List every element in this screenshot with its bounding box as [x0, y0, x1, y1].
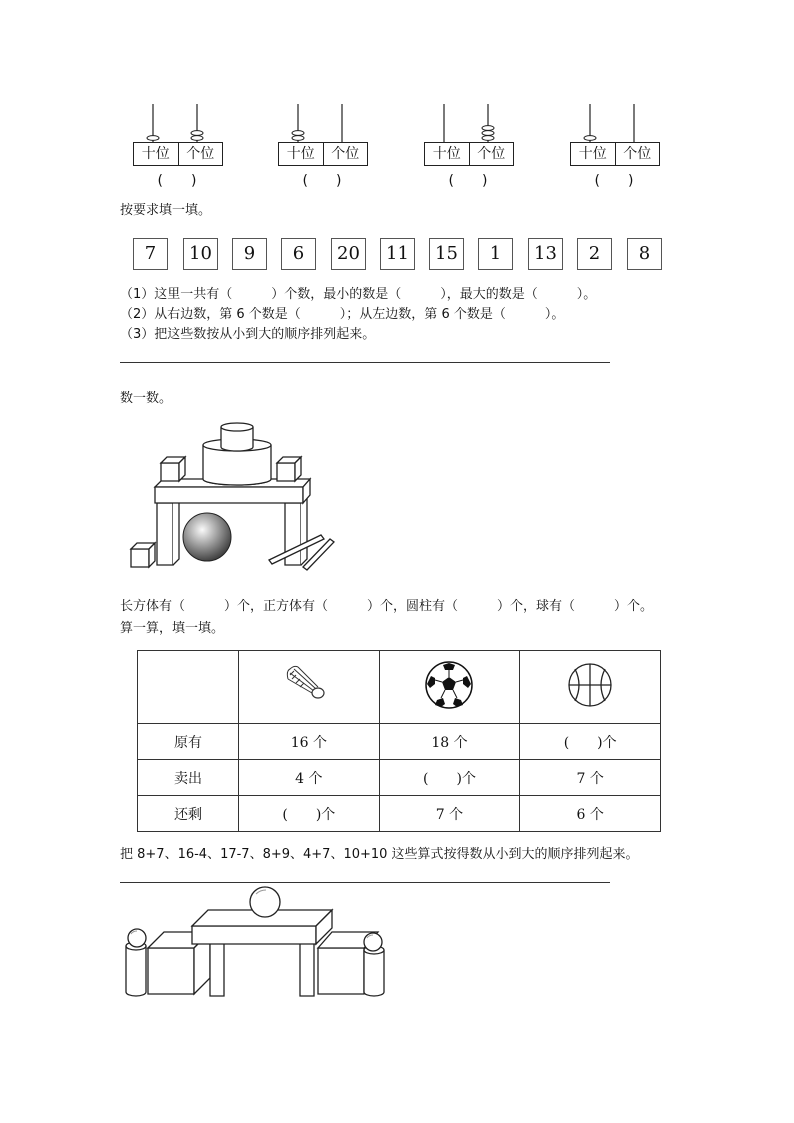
right-cylinder — [364, 950, 384, 996]
table-leg-left — [157, 503, 173, 565]
shuttlecock-icon — [284, 665, 334, 705]
table-row — [138, 796, 661, 832]
abacus-rods-icon — [278, 100, 370, 144]
ones-label: 个位 — [323, 143, 368, 165]
abacus-answer-blank[interactable]: ( ) — [157, 173, 197, 189]
abacus-4 — [570, 100, 662, 190]
table-cell-blank[interactable]: ( )个 — [239, 796, 380, 832]
cube-floor — [131, 549, 149, 567]
answer-line-1[interactable] — [120, 362, 610, 363]
number-card: 8 — [627, 238, 662, 270]
blocks-arch-illustration — [120, 884, 390, 1004]
header-basketball — [520, 651, 661, 724]
ones-label: 个位 — [178, 143, 223, 165]
question-3: （3）把这些数按从小到大的顺序排列起来。 — [120, 327, 376, 342]
row-label: 卖出 — [138, 760, 239, 796]
count-answer-line: 长方体有（ ）个，正方体有（ ）个，圆柱有（ ）个，球有（ ）个。 — [120, 599, 654, 614]
abacus-rods-icon — [424, 100, 516, 144]
number-card: 9 — [232, 238, 267, 270]
number-card: 1 — [478, 238, 513, 270]
number-card: 10 — [183, 238, 218, 270]
soccer-ball-icon — [423, 660, 475, 710]
left-ball — [128, 929, 146, 947]
answer-line-2[interactable] — [120, 882, 610, 883]
section-title-order: 把 8+7、16-4、17-7、8+9、4+7、10+10 这些算式按得数从小到大的顺序排列起来。 — [120, 847, 639, 862]
top-beam — [192, 926, 316, 944]
table-cell-blank[interactable]: ( )个 — [379, 760, 520, 796]
cube-right — [277, 463, 295, 481]
abacus-answer-blank[interactable]: ( ) — [594, 173, 634, 189]
abacus-answer-blank[interactable]: ( ) — [448, 173, 488, 189]
abacus-rods-icon — [570, 100, 662, 144]
abacus-place-box — [570, 142, 660, 166]
tens-label: 十位 — [432, 146, 461, 162]
table-row — [138, 724, 661, 760]
question-2: （2）从右边数，第 6 个数是（ ）；从左边数，第 6 个数是（ ）。 — [120, 307, 565, 322]
table-cell: 6 个 — [520, 796, 661, 832]
ones-label: 个位 — [469, 143, 514, 165]
number-card: 7 — [133, 238, 168, 270]
basketball-icon — [565, 661, 615, 709]
section-title-count: 数一数。 — [120, 391, 173, 406]
pillar-left — [210, 942, 224, 996]
abacus-2 — [278, 100, 370, 190]
abacus-3 — [424, 100, 516, 190]
top-ball — [250, 887, 280, 917]
table-cell-blank[interactable]: ( )个 — [520, 724, 661, 760]
solid-shapes-illustration — [125, 415, 340, 575]
abacus-place-box — [424, 142, 514, 166]
abacus-answer-blank[interactable]: ( ) — [302, 173, 342, 189]
table-cell: 7 个 — [520, 760, 661, 796]
tens-label: 十位 — [141, 146, 170, 162]
row-label: 还剩 — [138, 796, 239, 832]
header-empty-cell — [138, 651, 239, 724]
number-card: 2 — [577, 238, 612, 270]
number-card: 20 — [331, 238, 366, 270]
right-ball — [364, 933, 382, 951]
left-cuboid — [148, 948, 194, 994]
row-label: 原有 — [138, 724, 239, 760]
tens-label: 十位 — [578, 146, 607, 162]
section-title-fill: 按要求填一填。 — [120, 203, 212, 218]
sphere-ball — [183, 513, 231, 561]
abacus-place-box — [133, 142, 223, 166]
section-title-calc: 算一算，填一填。 — [120, 621, 225, 636]
abacus-1 — [133, 100, 225, 190]
question-1: （1）这里一共有（ ）个数，最小的数是（ ），最大的数是（ ）。 — [120, 287, 597, 302]
header-soccer — [379, 651, 520, 724]
header-shuttlecock — [239, 651, 380, 724]
table-cell: 18 个 — [379, 724, 520, 760]
number-card: 11 — [380, 238, 415, 270]
pillar-right — [300, 942, 314, 996]
table-row — [138, 760, 661, 796]
ones-label: 个位 — [615, 143, 660, 165]
table-cell: 4 个 — [239, 760, 380, 796]
table-cell: 16 个 — [239, 724, 380, 760]
table-cell: 7 个 — [379, 796, 520, 832]
number-card: 6 — [281, 238, 316, 270]
table-header-row — [138, 651, 661, 724]
tens-label: 十位 — [286, 146, 315, 162]
sales-table — [137, 650, 661, 832]
right-cuboid — [318, 948, 364, 994]
abacus-place-box — [278, 142, 368, 166]
number-card: 15 — [429, 238, 464, 270]
number-card: 13 — [528, 238, 563, 270]
left-cylinder — [126, 946, 146, 996]
cube-left — [161, 463, 179, 481]
abacus-rods-icon — [133, 100, 225, 144]
